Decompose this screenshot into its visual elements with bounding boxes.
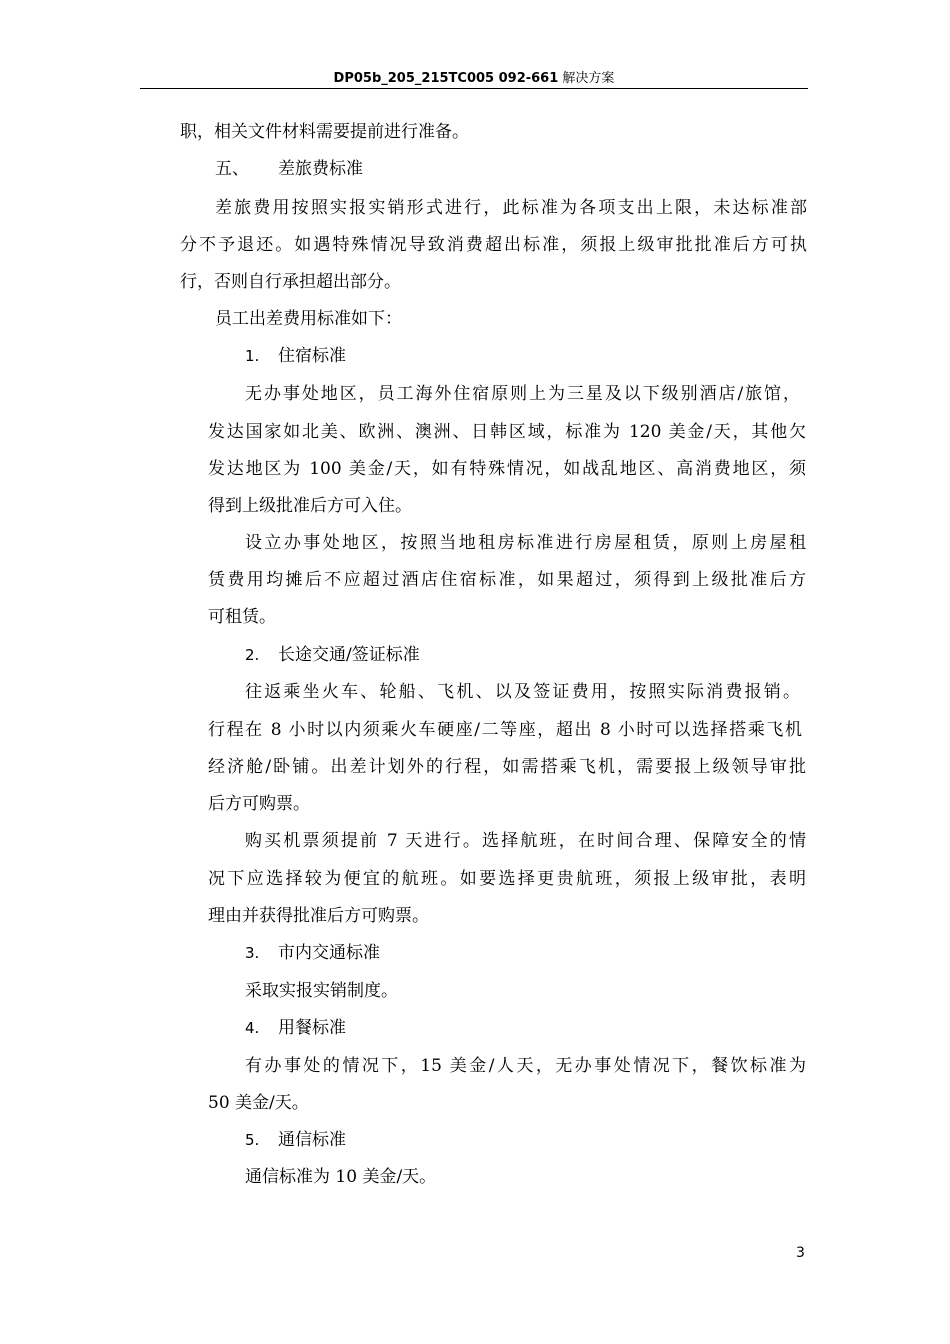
list-number: 2. [245, 646, 260, 664]
page-number: 3 [796, 1245, 805, 1261]
text-line: 无办事处地区，员工海外住宿原则上为三星及以下级别酒店/旅馆， [245, 384, 800, 404]
text-line: 得到上级批准后方可入住。 [208, 496, 412, 516]
text-line: 行程在 8 小时以内须乘火车硬座/二等座，超出 8 小时可以选择搭乘飞机 [208, 720, 802, 740]
list-number: 1. [245, 347, 260, 365]
text-line: 设立办事处地区，按照当地租房标准进行房屋租赁，原则上房屋租 [245, 533, 806, 553]
text-line: 分不予退还。如遇特殊情况导致消费超出标准，须报上级审批批准后方可执 [180, 235, 807, 255]
text-line: 发达地区为 100 美金/天，如有特殊情况，如战乱地区、高消费地区，须 [208, 459, 806, 479]
text-line: 赁费用均摊后不应超过酒店住宿标准，如果超过，须得到上级批准后方 [208, 570, 806, 590]
text-line: 职，相关文件材料需要提前进行准备。 [180, 122, 469, 142]
text-line: 发达国家如北美、欧洲、澳洲、日韩区域，标准为 120 美金/天，其他欠 [208, 422, 806, 442]
text-line: 差旅费用按照实报实销形式进行，此标准为各项支出上限，未达标准部 [215, 198, 807, 218]
document-code: DP05b_205_215TC005 092-661 [333, 71, 559, 86]
list-number: 4. [245, 1019, 260, 1037]
text-line: 通信标准为 10 美金/天。 [245, 1167, 437, 1187]
page-header [140, 70, 808, 88]
text-line: 行，否则自行承担超出部分。 [180, 272, 401, 292]
text-line: 后方可购票。 [208, 794, 310, 814]
document-title: 解决方案 [562, 71, 615, 86]
text-line: 往返乘坐火车、轮船、飞机、以及签证费用，按照实际消费报销。 [245, 682, 800, 702]
list-heading: 通信标准 [278, 1130, 346, 1150]
text-line: 经济舱/卧铺。出差计划外的行程，如需搭乘飞机，需要报上级领导审批 [208, 757, 806, 777]
text-line: 购买机票须提前 7 天进行。选择航班，在时间合理、保障安全的情 [245, 831, 806, 851]
text-line: 50 美金/天。 [208, 1093, 309, 1113]
text-line: 员工出差费用标准如下： [215, 309, 402, 329]
text-line: 可租赁。 [208, 607, 276, 627]
header-divider [140, 88, 808, 89]
list-heading: 用餐标准 [278, 1018, 346, 1038]
text-line: 况下应选择较为便宜的航班。如要选择更贵航班，须报上级审批，表明 [208, 869, 806, 889]
list-number: 3. [245, 944, 260, 962]
text-line: 理由并获得批准后方可购票。 [208, 906, 429, 926]
list-heading: 住宿标准 [278, 346, 346, 366]
list-number: 5. [245, 1131, 260, 1149]
list-heading: 长途交通/签证标准 [278, 645, 420, 665]
text-line: 有办事处的情况下，15 美金/人天，无办事处情况下，餐饮标准为 [245, 1056, 806, 1076]
section-heading: 差旅费标准 [278, 159, 363, 179]
text-line: 采取实报实销制度。 [245, 981, 398, 1001]
section-number: 五、 [215, 159, 249, 179]
list-heading: 市内交通标准 [278, 943, 380, 963]
